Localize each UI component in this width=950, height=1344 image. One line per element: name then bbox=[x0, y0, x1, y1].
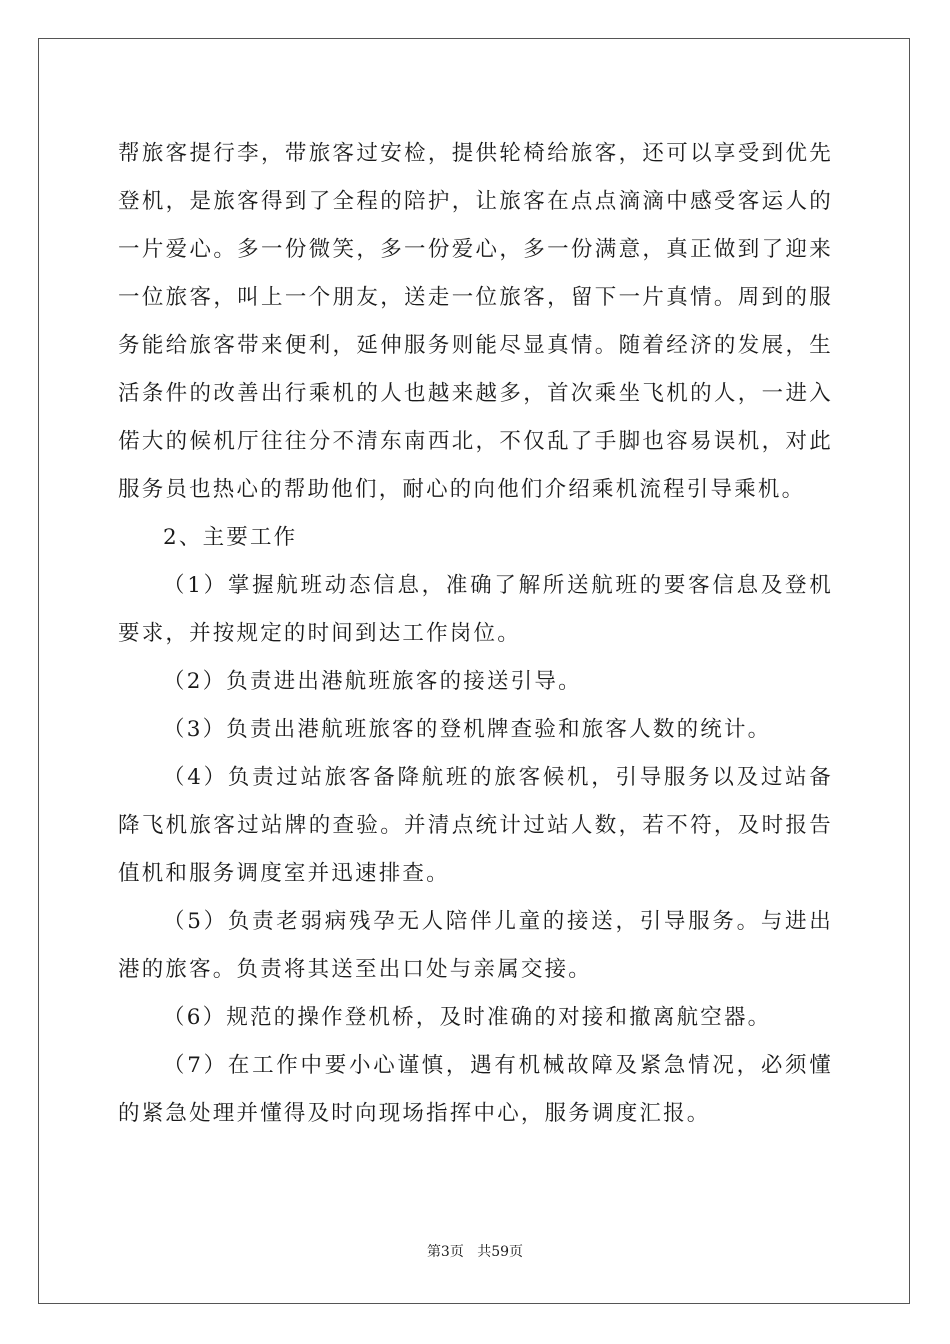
paragraph-item-4: （4）负责过站旅客备降航班的旅客候机，引导服务以及过站备降飞机旅客过站牌的查验。并清点统计过站人数，若不符，及时报告值机和服务调度室并迅速排查。 bbox=[118, 765, 833, 886]
page-footer bbox=[0, 1243, 950, 1261]
paragraph-item-7: （7）在工作中要小心谨慎，遇有机械故障及紧急情况，必须懂的紧急处理并懂得及时向现场指挥中心，服务调度汇报。 bbox=[118, 1053, 833, 1126]
paragraph-item-6: （6）规范的操作登机桥，及时准确的对接和撤离航空器。 bbox=[163, 1005, 772, 1030]
paragraph-item-2: （2）负责进出港航班旅客的接送引导。 bbox=[163, 669, 582, 694]
current-page-number: 第3页 bbox=[426, 1244, 464, 1260]
paragraph-item-3: （3）负责出港航班旅客的登机牌查验和旅客人数的统计。 bbox=[163, 717, 772, 742]
paragraph-item-5: （5）负责老弱病残孕无人陪伴儿童的接送，引导服务。与进出港的旅客。负责将其送至出口处与亲属交接。 bbox=[118, 909, 833, 982]
total-pages: 共59页 bbox=[477, 1244, 524, 1260]
paragraph-item-1: （1）掌握航班动态信息，准确了解所送航班的要客信息及登机要求，并按规定的时间到达工作岗位。 bbox=[118, 573, 833, 646]
section-heading: 2、主要工作 bbox=[163, 525, 298, 550]
document-body bbox=[118, 130, 833, 1138]
paragraph-continuation: 帮旅客提行李，带旅客过安检，提供轮椅给旅客，还可以享受到优先登机，是旅客得到了全程的陪护，让旅客在点点滴滴中感受客运人的一片爱心。多一份微笑，多一份爱心，多一份满意，真正做到了迎来一位旅客，叫上一个朋友，送走一位旅客，留下一片真情。周到的服务能给旅客带来便利，延伸服务则能尽显真情。随着经济的发展，生活条件的改善出行乘机的人也越来越多，首次乘坐飞机的人，一进入偌大的候机厅往往分不清东南西北，不仅乱了手脚也容易误机，对此服务员也热心的帮助他们，耐心的向他们介绍乘机流程引导乘机。 bbox=[118, 141, 833, 502]
